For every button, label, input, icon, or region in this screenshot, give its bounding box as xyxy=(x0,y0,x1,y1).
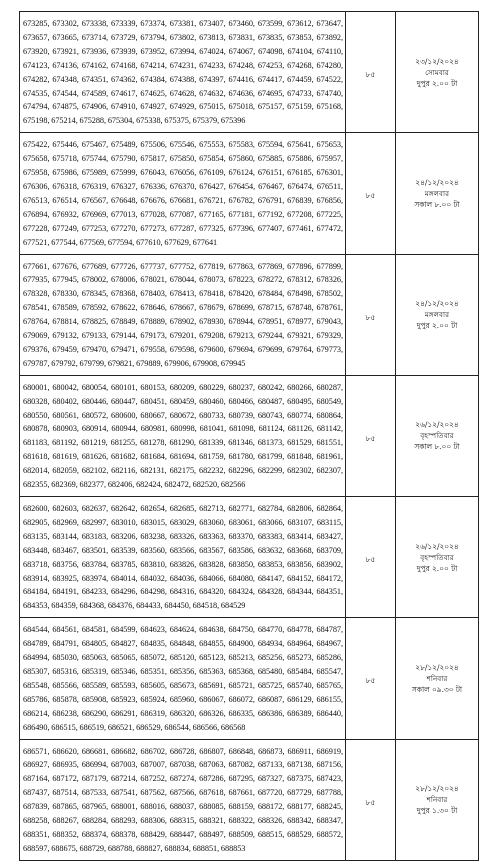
roll-numbers: 686571, 686620, 686681, 686682, 686702, 686728, 686807, 686848, 686873, 686911, 686919, 686927, 686935, 686994, 687003, 687007, 687038, 687063, 687082, 687133, 687138, 687156, 687164, 687172, 687179, 687214, 687252, 687274, 687286, 687295, 687327, 687375, 687423, 687437, 687514, 687533, 687541, 687562, 687566, 687618, 687661, 687720, 687729, 687788, 687839, 687865, 687965, 688001, 688016, 688037, 688085, 688159, 688172, 688177, 688245, 688258, 688267, 688284, 688293, 688306, 688315, 688321, 688322, 688326, 688342, 688347, 688351, 688352, 688374, 688378, 688429, 688447, 688497, 688509, 688515, 688529, 688572, 688597, 688675, 688729, 688788, 688827, 688834, 688851, 688853 xyxy=(23,746,343,853)
schedule-cell xyxy=(396,497,479,618)
candidate-count: ৮৫ xyxy=(365,433,376,443)
roll-numbers-cell xyxy=(20,618,346,739)
exam-day: মঙ্গলবার xyxy=(424,188,450,198)
exam-day: বৃহস্পতিবার xyxy=(420,552,454,562)
roll-numbers: 677661, 677676, 677689, 677726, 677737, 677752, 677819, 677863, 677869, 677896, 677899, 677935, 677945, 678002, 678006, 678021, 678044, 678073, 678223, 678272, 678312, 678326, 678328, 678330, 678345, 678368, 678403, 678413, 678418, 678420, 678484, 678498, 678502, 678541, 678589, 678592, 678622, 678646, 678667, 678679, 678699, 678715, 678748, 678761, 678764, 678814, 678825, 678849, 678889, 678902, 678930, 678944, 678951, 678977, 679043, 679069, 679132, 679133, 679144, 679173, 679201, 679208, 679213, 679244, 679321, 679329, 679376, 679459, 679470, 679471, 679558, 679598, 679600, 679694, 679699, 679764, 679773, 679787, 679792, 679799, 679821, 679889, 679906, 679908, 679945 xyxy=(23,261,343,368)
candidate-count: ৮৫ xyxy=(365,555,376,565)
exam-time: সকাল ৮.০০ টা xyxy=(414,442,460,452)
roll-numbers: 675422, 675446, 675467, 675489, 675506, 675546, 675553, 675583, 675594, 675641, 675653, 675658, 675718, 675744, 675790, 675817, 675850, 675854, 675860, 675885, 675886, 675957, 675958, 675986, 675989, 675999, 676043, 676056, 676109, 676124, 676151, 676185, 676301, 676306, 676318, 676319, 676327, 676336, 676370, 676427, 676454, 676467, 676474, 676511, 676513, 676514, 676567, 676648, 676676, 676681, 676721, 676782, 676791, 676839, 676856, 676894, 676932, 676969, 677013, 677028, 677087, 677165, 677181, 677192, 677208, 677225, 677228, 677249, 677253, 677270, 677273, 677287, 677325, 677396, 677407, 677461, 677472, 677521, 677544, 677569, 677594, 677610, 677629, 677641 xyxy=(23,140,343,247)
exam-date: ২৮/১২/২০২৪ xyxy=(415,662,459,672)
count-cell xyxy=(346,133,396,254)
exam-day: মঙ্গলবার xyxy=(424,310,450,320)
exam-day: বৃহস্পতিবার xyxy=(420,431,454,441)
count-cell xyxy=(346,375,396,496)
candidate-count: ৮৫ xyxy=(365,70,376,80)
exam-day: শনিবার xyxy=(426,795,448,805)
roll-numbers-cell xyxy=(20,497,346,618)
candidate-count: ৮৫ xyxy=(365,676,376,686)
exam-schedule-table xyxy=(19,11,479,861)
schedule-cell xyxy=(396,12,479,133)
schedule-cell xyxy=(396,254,479,375)
roll-numbers: 684544, 684561, 684581, 684599, 684623, 684624, 684638, 684750, 684770, 684778, 684787, 684789, 684791, 684805, 684827, 684835, 684848, 684855, 684900, 684934, 684964, 684967, 684994, 685030, 685063, 685065, 685072, 685120, 685123, 685213, 685256, 685273, 685286, 685307, 685316, 685319, 685346, 685351, 685356, 685363, 685368, 685480, 685484, 685547, 685548, 685566, 685589, 685593, 685605, 685673, 685691, 685721, 685725, 685740, 685765, 685786, 685878, 685908, 685923, 685924, 685960, 686067, 686072, 686087, 686129, 686155, 686214, 686238, 686290, 686291, 686319, 686320, 686326, 686335, 686386, 686389, 686440, 686490, 686515, 686519, 686521, 686529, 686544, 686566, 686568 xyxy=(23,625,343,732)
table-row xyxy=(20,618,479,739)
roll-numbers: 673285, 673302, 673338, 673339, 673374, 673381, 673407, 673460, 673599, 673612, 673647, 673657, 673665, 673714, 673729, 673794, 673802, 673813, 673831, 673835, 673853, 673892, 673920, 673921, 673936, 673939, 673952, 673994, 674024, 674067, 674098, 674104, 674110, 674123, 674136, 674162, 674168, 674214, 674231, 674233, 674248, 674253, 674268, 674280, 674282, 674348, 674351, 674362, 674384, 674388, 674397, 674416, 674417, 674459, 674522, 674535, 674544, 674589, 674617, 674625, 674628, 674632, 674636, 674695, 674733, 674740, 674794, 674875, 674906, 674910, 674927, 674929, 675015, 675018, 675157, 675159, 675168, 675198, 675214, 675288, 675304, 675338, 675375, 675379, 675396 xyxy=(23,19,343,126)
roll-numbers: 682600, 682603, 682637, 682642, 682654, 682685, 682713, 682771, 682784, 682806, 682864, 682905, 682969, 682997, 683010, 683015, 683029, 683060, 683061, 683066, 683107, 683115, 683135, 683144, 683183, 683206, 683238, 683326, 683363, 683370, 683383, 683414, 683427, 683448, 683467, 683501, 683539, 683560, 683566, 683567, 683586, 683632, 683668, 683709, 683718, 683756, 683784, 683785, 683810, 683826, 683828, 683850, 683853, 683856, 683902, 683914, 683925, 683974, 684014, 684032, 684036, 684066, 684080, 684147, 684152, 684172, 684184, 684191, 684233, 684296, 684298, 684316, 684320, 684324, 684328, 684344, 684351, 684353, 684359, 684368, 684376, 684433, 684450, 684518, 684529 xyxy=(23,504,343,611)
exam-date: ২৬/১২/২০২৪ xyxy=(415,541,459,551)
count-cell xyxy=(346,254,396,375)
exam-date: ২৪/১২/২০২৪ xyxy=(415,299,459,309)
schedule-cell xyxy=(396,375,479,496)
schedule-cell xyxy=(396,133,479,254)
table-row xyxy=(20,254,479,375)
schedule-cell xyxy=(396,618,479,739)
exam-date: ২৬/১২/২০২৪ xyxy=(415,420,459,430)
roll-numbers-cell xyxy=(20,254,346,375)
exam-time: সকাল ০৯.৩০ টা xyxy=(411,684,463,694)
roll-numbers-cell xyxy=(20,12,346,133)
roll-numbers: 680001, 680042, 680054, 680101, 680153, 680209, 680229, 680237, 680242, 680266, 680287, 680328, 680402, 680446, 680447, 680451, 680459, 680460, 680466, 680487, 680495, 680549, 680550, 680561, 680572, 680600, 680667, 680672, 680733, 680739, 680743, 680774, 680864, 680878, 680903, 680914, 680944, 680981, 680998, 681041, 681098, 681124, 681126, 681142, 681183, 681192, 681219, 681255, 681278, 681290, 681339, 681346, 681373, 681529, 681551, 681618, 681619, 681626, 681682, 681684, 681694, 681759, 681780, 681799, 681848, 681961, 682014, 682059, 682102, 682116, 682131, 682175, 682232, 682296, 682299, 682302, 682307, 682355, 682369, 682377, 682406, 682424, 682472, 682520, 682566 xyxy=(23,382,343,490)
candidate-count: ৮৫ xyxy=(365,797,376,807)
exam-date: ২৩/১২/২০২৪ xyxy=(415,56,459,66)
exam-date: ২৮/১২/২০২৪ xyxy=(415,784,459,794)
exam-day: শনিবার xyxy=(426,673,448,683)
count-cell xyxy=(346,12,396,133)
exam-time: দুপুর ২.০০ টা xyxy=(416,321,458,331)
exam-time: সকাল ৮.০০ টা xyxy=(414,199,460,209)
count-cell xyxy=(346,497,396,618)
candidate-count: ৮৫ xyxy=(365,312,376,322)
table-row xyxy=(20,133,479,254)
count-cell xyxy=(346,618,396,739)
exam-time: দুপুর ১.৩০ টা xyxy=(416,806,458,816)
exam-date: ২৪/১২/২০২৪ xyxy=(415,177,459,187)
roll-numbers-cell xyxy=(20,375,346,496)
exam-time: দুপুর ২.০০ টা xyxy=(416,563,458,573)
candidate-count: ৮৫ xyxy=(365,191,376,201)
exam-day: সোমবার xyxy=(425,67,449,77)
table-row xyxy=(20,497,479,618)
roll-numbers-cell xyxy=(20,133,346,254)
table-row xyxy=(20,12,479,133)
exam-time: দুপুর ২.০০ টা xyxy=(416,78,458,88)
table-row xyxy=(20,375,479,496)
